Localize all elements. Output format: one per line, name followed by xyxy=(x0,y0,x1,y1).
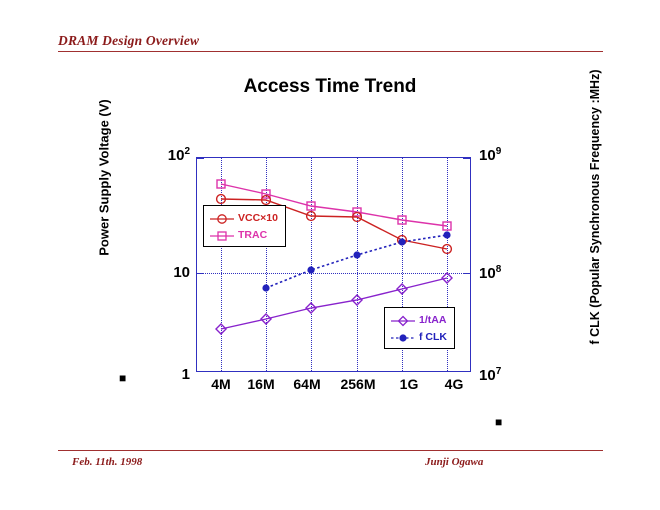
diamond-open-icon xyxy=(390,314,416,326)
circle-open-icon xyxy=(209,212,235,224)
legend-label-vcc: VCC×10 xyxy=(238,211,278,224)
x-tick-4M: 4M xyxy=(211,376,231,392)
x-tick-1G: 1G xyxy=(399,376,419,392)
y-axis-label-left: Power Supply Voltage (V) xyxy=(96,99,112,256)
legend-label-trac: TRAC xyxy=(238,228,268,241)
y-tick-left-100: $10^2$ xyxy=(167,146,190,164)
footer-date: Feb. 11th. 1998 xyxy=(72,456,143,468)
legend-item-fclk xyxy=(390,329,447,344)
header-title: DRAM Design Overview xyxy=(58,33,200,48)
y-tick-left-10: 10 xyxy=(173,264,190,281)
x-tick-64M: 64M xyxy=(293,376,321,392)
y-axis-label-right: f CLK (Popular Synchronous Frequency :MHz) xyxy=(588,69,602,345)
legend-item-trac xyxy=(209,227,278,242)
circle-filled-icon xyxy=(390,331,416,343)
y-tick-left-1: 1 xyxy=(181,366,190,383)
series-fCLK xyxy=(262,231,450,291)
square-open-icon xyxy=(209,229,235,241)
legend-item-vcc xyxy=(209,210,278,225)
x-tick-256M: 256M xyxy=(340,376,376,392)
legend-label-fclk: f CLK xyxy=(419,330,447,343)
header-rule xyxy=(58,51,603,52)
x-tick-16M: 16M xyxy=(247,376,275,392)
decorative-mark-left: ■ xyxy=(119,371,127,385)
legend-item-1taa xyxy=(390,312,447,327)
legend-label-1taa: 1/tAA xyxy=(419,313,447,326)
footer-rule xyxy=(58,450,603,451)
decorative-mark-right: ■ xyxy=(495,415,503,429)
y-tick-right-1e8: $10^8$ xyxy=(479,264,502,282)
x-tick-4G: 4G xyxy=(444,376,464,392)
y-tick-right-1e9: $10^9$ xyxy=(479,146,502,164)
legend-primary xyxy=(203,205,286,247)
chart-title: Access Time Trend xyxy=(243,76,417,97)
footer-author: Junji Ogawa xyxy=(425,456,484,468)
legend-secondary xyxy=(384,307,455,349)
y-tick-right-1e7: $10^7$ xyxy=(479,366,502,384)
